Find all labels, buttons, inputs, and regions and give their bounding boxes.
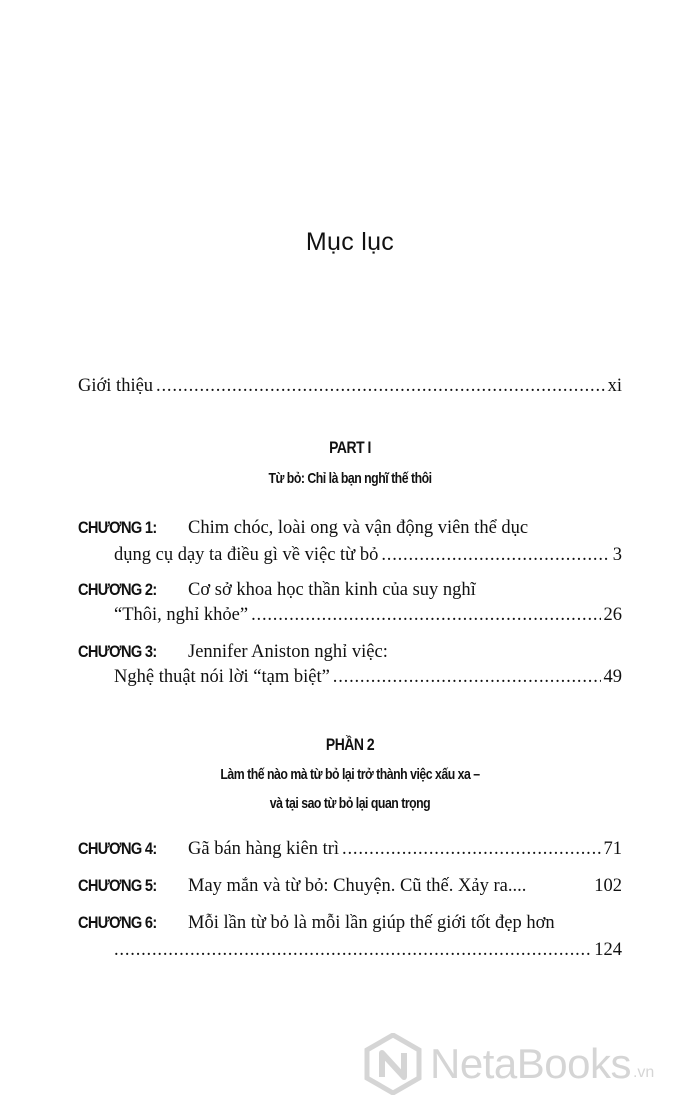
chapter-4-title: Gã bán hàng kiên trì — [188, 839, 340, 859]
part-2-label: PHẦN 2 — [325, 735, 375, 754]
chapter-1-page: 3 — [612, 545, 622, 565]
watermark-suffix: .vn — [632, 1064, 655, 1081]
dot-leader — [251, 603, 600, 625]
chapter-3-label: CHƯƠNG 3: — [78, 642, 157, 661]
part-1-label: PART I — [329, 438, 371, 457]
toc-entry-chapter-1 — [114, 543, 622, 567]
part-1-subtitle: Từ bỏ: Chỉ là bạn nghĩ thế thôi — [268, 470, 432, 487]
chapter-2-title-line1: Cơ sở khoa học thần kinh của suy nghĩ — [188, 580, 476, 600]
chapter-6-title: Mỗi lần từ bỏ là mỗi lần giúp thế giới tốt đẹp hơn — [188, 913, 555, 933]
part-2-subtitle-line1: Làm thế nào mà từ bỏ lại trở thành việc xấu xa – — [220, 766, 480, 783]
dot-leader — [342, 837, 600, 859]
netabooks-logo-icon — [362, 1033, 424, 1095]
chapter-1-label: CHƯƠNG 1: — [78, 518, 157, 537]
chapter-6-label: CHƯƠNG 6: — [78, 913, 157, 932]
toc-entry-chapter-5 — [188, 874, 622, 898]
chapter-3-page: 49 — [603, 667, 622, 687]
chapter-1-title-line1: Chim chóc, loài ong và vận động viên thể dục — [188, 518, 529, 538]
toc-entry-label: Giới thiệu — [78, 376, 154, 396]
chapter-5-title: May mắn và từ bỏ: Chuyện. Cũ thế. Xảy ra.... — [188, 876, 527, 896]
part-2-subtitle-line2: và tại sao từ bỏ lại quan trọng — [269, 795, 431, 812]
toc-entry-chapter-2 — [114, 603, 622, 627]
toc-entry-intro — [78, 374, 622, 398]
dot-leader — [381, 543, 609, 565]
chapter-2-label: CHƯƠNG 2: — [78, 580, 157, 599]
toc-entry-page: xi — [607, 376, 622, 396]
chapter-4-page: 71 — [603, 839, 622, 859]
chapter-1-title-line2: dụng cụ dạy ta điều gì về việc từ bỏ — [114, 545, 379, 565]
toc-entry-chapter-6 — [114, 938, 622, 962]
chapter-2-title-line2: “Thôi, nghỉ khỏe” — [114, 605, 249, 625]
toc-entry-chapter-3 — [114, 665, 622, 689]
chapter-3-title-line1: Jennifer Aniston nghỉ việc: — [188, 642, 388, 662]
chapter-5-label: CHƯƠNG 5: — [78, 876, 157, 895]
page-title: Mục lục — [305, 228, 395, 256]
toc-entry-chapter-4 — [188, 837, 622, 861]
chapter-2-page: 26 — [603, 605, 622, 625]
dot-leader — [333, 665, 601, 687]
chapter-4-label: CHƯƠNG 4: — [78, 839, 157, 858]
dot-leader — [156, 374, 605, 396]
chapter-3-title-line2: Nghệ thuật nói lời “tạm biệt” — [114, 667, 330, 687]
watermark-brand: NetaBooks — [430, 1040, 631, 1087]
dot-leader — [114, 938, 591, 960]
chapter-5-page: 102 — [594, 876, 622, 896]
chapter-6-page: 124 — [594, 940, 622, 960]
watermark — [362, 1032, 692, 1096]
